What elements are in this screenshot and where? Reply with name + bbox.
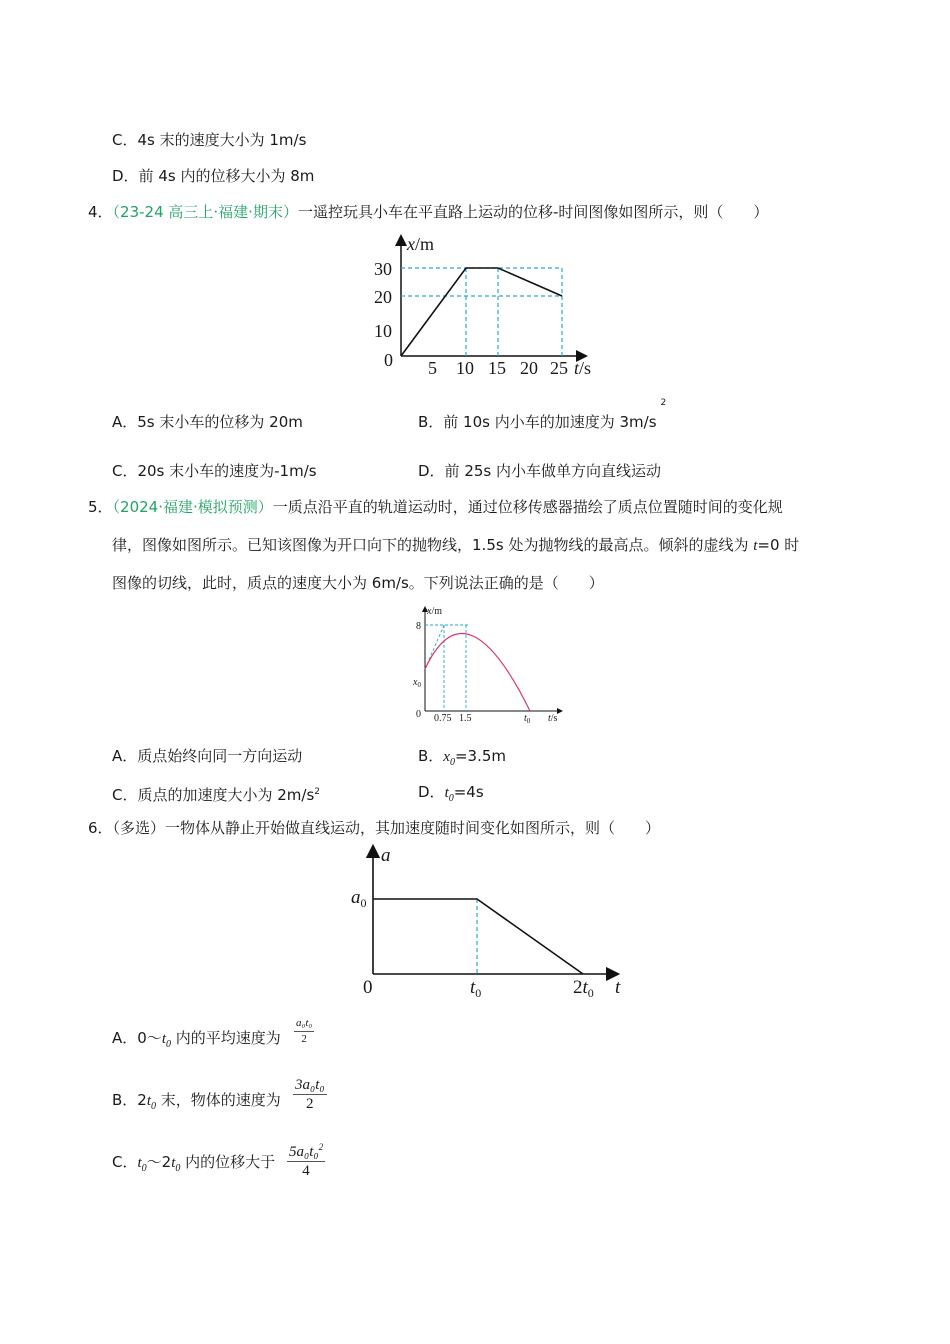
q4-xtick-5: 5 [428, 358, 437, 378]
q4-stem [88, 202, 768, 222]
q5-parabola [425, 633, 530, 711]
q4-ytick-30: 30 [374, 259, 392, 279]
q6-option-b: B．$2t_0$ 末，物体的速度为 [112, 1091, 281, 1112]
q3-option-c: C．4s 末的速度大小为 1m/s [112, 131, 307, 149]
q5-xt-parabola-graph [410, 603, 570, 725]
q4-option-a: A．5s 末小车的位移为 20m [112, 413, 303, 431]
q6-option-a: A．$0\sim t_0$ 内的平均速度为 [112, 1029, 281, 1050]
q5-option-d: D．$t_0=4s$ [418, 783, 484, 804]
q4-text: 一遥控玩具小车在平直路上运动的位移-时间图像如图所示，则（ ） [297, 203, 769, 221]
q5-ytick-x0: $x_0$ [413, 677, 421, 689]
q6-stem: 6．（多选）一物体从静止开始做直线运动，其加速度随时间变化如图所示，则（ ） [88, 819, 661, 837]
q4-y-label: x/m [407, 234, 435, 254]
q6-a0-label: $a_0$ [351, 887, 367, 910]
q6-number: 6． [88, 819, 113, 837]
q6-option-b-fraction: $\frac{\text{3a₀t₀}}{2}$ [295, 1077, 325, 1112]
q5-ytick-8: 8 [416, 621, 421, 632]
q6-y-label: a [381, 845, 391, 866]
q4-source: （23-24 高三上·福建·期末） [112, 203, 298, 221]
q6-t0-label: $t_0$ [470, 977, 482, 1000]
q3-option-d: D．前 4s 内的位移大小为 8m [112, 167, 315, 185]
q5-option-c: C．质点的加速度大小为 $2m/s^2$ [112, 786, 321, 804]
q4-ytick-10: 10 [374, 321, 392, 341]
q4-option-d: D．前 25s 内小车做单方向直线运动 [418, 462, 661, 480]
q5-option-b: B．$x_0=3.5m$ [418, 747, 507, 768]
q6-option-c: C．$t_0\sim 2t_0$ 内的位移大于 [112, 1153, 276, 1174]
q6-origin: 0 [363, 977, 373, 998]
q4-ytick-20: 20 [374, 287, 392, 307]
q6-x-label: t [615, 977, 621, 998]
q5-x-label: t/s [548, 713, 558, 724]
q4-graph-line [401, 268, 562, 356]
q5-y-label: x/m [427, 606, 443, 617]
q6-option-a-fraction: $\frac{\text{a₀t₀}}{2}$ [296, 1017, 313, 1045]
q4-xt-graph [360, 228, 610, 383]
q5-number: 5． [88, 498, 113, 516]
q4-xtick-10: 10 [456, 358, 474, 378]
q5-source: （2024·福建·模拟预测） [112, 498, 273, 516]
q5-xtick-075: 0.75 [434, 713, 452, 724]
q4-origin: 0 [384, 350, 393, 370]
q6-option-c-fraction: $\frac{5a_0t_0^2}{4}$ [287, 1138, 325, 1180]
q6-graph-line [373, 899, 583, 974]
q4-option-b: B．前 10s 内小车的加速度为 $3m/s^2$ [418, 398, 667, 431]
q5-xtick-t0: $t_0$ [524, 713, 531, 725]
q6-2t0-label: $2t_0$ [573, 977, 594, 1000]
q4-xtick-20: 20 [520, 358, 538, 378]
q5-stem-line3: 图像的切线，此时，质点的速度大小为 6m/s。下列说法正确的是（ ） [112, 574, 604, 592]
q4-xtick-15: 15 [488, 358, 506, 378]
q4-xtick-25: 25 [550, 358, 568, 378]
q5-stem-line1: 5．（2024·福建·模拟预测）一质点沿平直的轨道运动时，通过位移传感器描绘了质点位置随时间的变化规 [88, 498, 783, 516]
q6-at-graph [345, 843, 635, 1003]
q4-number: 4． [88, 203, 113, 221]
q5-xtick-15: 1.5 [459, 713, 472, 724]
q4-option-c: C．20s 末小车的速度为-1m/s [112, 462, 317, 480]
q4-x-label: t/s [574, 358, 592, 378]
q5-option-a: A．质点始终向同一方向运动 [112, 747, 303, 765]
q5-origin: 0 [416, 709, 421, 720]
q5-stem-line2: 律，图像如图所示。已知该图像为开口向下的抛物线，1.5s 处为抛物线的最高点。倾斜的虚线为 t=0 时 [112, 536, 800, 554]
